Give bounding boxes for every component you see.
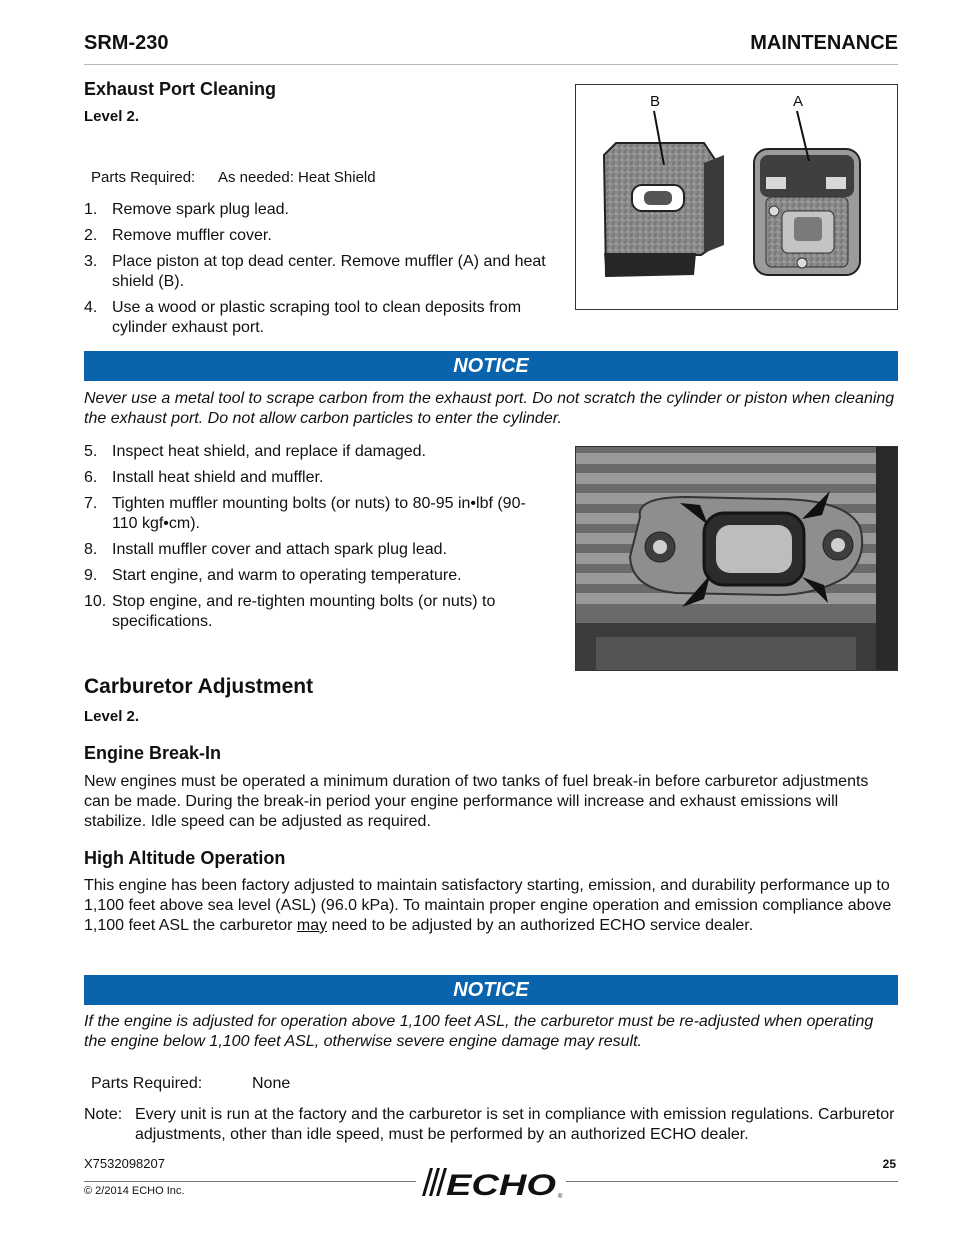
list-item: 5. Inspect heat shield, and replace if damaged. <box>84 443 426 460</box>
exhaust-port-photo <box>575 446 898 671</box>
logo-text: ECHO <box>446 1169 556 1200</box>
breakin-text: New engines must be operated a minimum duration of two tanks of fuel break-in before carburetor adjustments can be made. During the break-in period your engine performance will increase and exhaust emissions will stabilize. Idle speed can be adjusted as required. <box>84 773 869 830</box>
notice-banner: NOTICE <box>84 351 898 381</box>
notice-text-2: If the engine is adjusted for operation above 1,100 feet ASL, the carburetor must be re-adjusted when operating the engine below 1,100 feet ASL, otherwise severe engine damage may result. <box>84 1013 874 1050</box>
breakin-title: Engine Break-In <box>84 743 222 763</box>
list-item: 3. Place piston at top dead center. Remove muffler (A) and heat shield (B). <box>84 253 546 290</box>
list-item: 8. Install muffler cover and attach spark plug lead. <box>84 541 447 558</box>
list-item: 7. Tighten muffler mounting bolts (or nuts) to 80-95 in•lbf (90-110 kgf•cm). <box>84 495 526 532</box>
note-text: Every unit is run at the factory and the carburetor is set in compliance with emission regulations. Carburetor adjustments, other than idle speed, must be performed by an authorized ECHO dealer. <box>135 1106 895 1143</box>
label-b: B <box>650 93 661 110</box>
carb-title: Carburetor Adjustment <box>84 675 314 698</box>
list-item: 4. Use a wood or plastic scraping tool to clean deposits from cylinder exhaust port. <box>84 299 522 336</box>
altitude-title: High Altitude Operation <box>84 848 286 868</box>
copyright: © 2/2014 ECHO Inc. <box>84 1185 185 1197</box>
list-item: 6. Install heat shield and muffler. <box>84 469 324 486</box>
header-rule <box>84 64 898 65</box>
list-item: 2. Remove muffler cover. <box>84 227 272 244</box>
carb-parts-label: Parts Required: <box>91 1075 203 1092</box>
page-number: 25 <box>882 1157 896 1171</box>
carb-level: Level 2. <box>84 708 140 725</box>
list-item: 9. Start engine, and warm to operating temperature. <box>84 567 462 584</box>
list-item: 10. Stop engine, and re-tighten mounting bolts (or nuts) to specifications. <box>84 593 496 630</box>
notice-banner-2: NOTICE <box>84 975 898 1005</box>
altitude-text: This engine has been factory adjusted to maintain satisfactory starting, emission, and durability performance up to 1,100 feet above sea level (ASL) (96.0 kPa). To maintain proper engine operation and emission compliance above 1,100 feet ASL the carburetor may need to be adjusted by an authorized ECHO service dealer. <box>84 877 892 934</box>
exhaust-steps-b <box>84 442 544 638</box>
model-title: SRM-230 <box>84 32 169 54</box>
muffler-photo <box>575 84 898 310</box>
section-title: MAINTENANCE <box>750 32 898 54</box>
exhaust-title: Exhaust Port Cleaning <box>84 79 277 99</box>
carb-parts-value: None <box>252 1075 291 1092</box>
exhaust-parts-label: Parts Required: <box>91 169 196 186</box>
exhaust-level: Level 2. <box>84 108 140 125</box>
list-item: 1. Remove spark plug lead. <box>84 201 289 218</box>
svg-text:®: ® <box>558 1194 563 1200</box>
exhaust-parts-value: As needed: Heat Shield <box>218 169 376 186</box>
note-label: Note: <box>84 1106 123 1123</box>
exhaust-steps-a <box>84 200 554 344</box>
echo-logo <box>416 1166 566 1200</box>
label-a: A <box>793 93 804 110</box>
notice-text: Never use a metal tool to scrape carbon from the exhaust port. Do not scratch the cylinder or piston when cleaning the exhaust port. Do not allow carbon particles to enter the cylinder. <box>84 390 895 427</box>
part-number: X7532098207 <box>84 1156 165 1171</box>
